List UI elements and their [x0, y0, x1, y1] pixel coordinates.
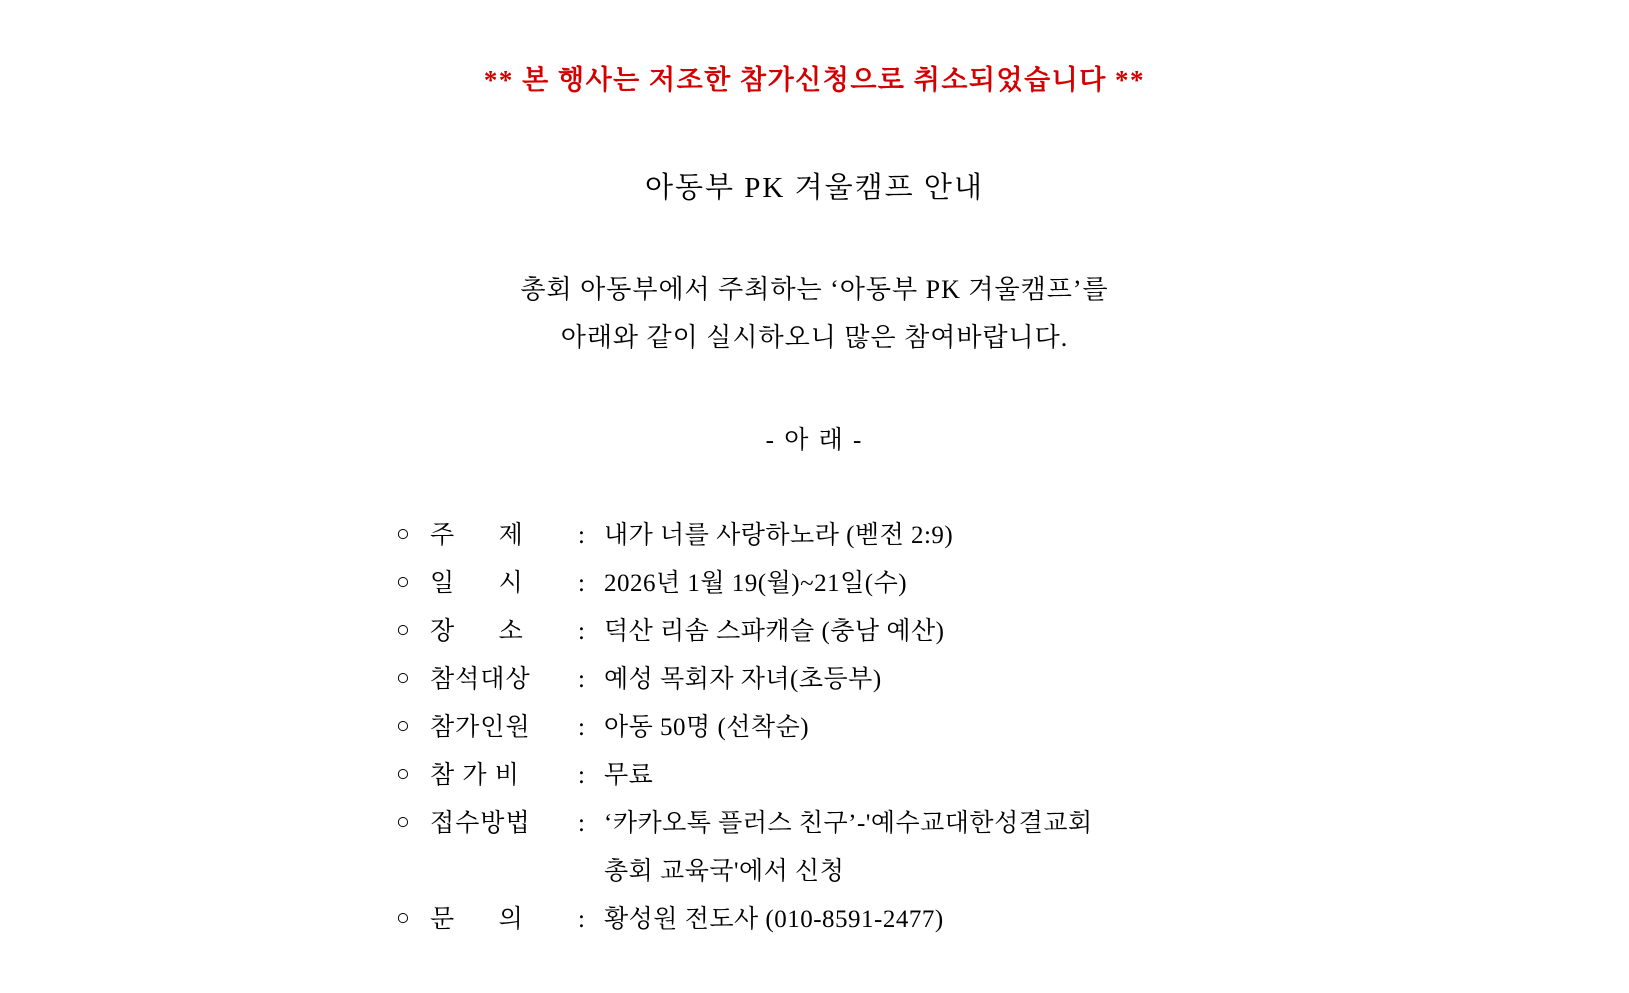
- intro-line-2: 아래와 같이 실시하오니 많은 참여바랍니다.: [560, 323, 1069, 353]
- list-item-colon: :: [578, 522, 585, 550]
- list-item-label: 문 의: [430, 906, 524, 934]
- continuation-spacer: [396, 848, 604, 896]
- list-item-value-continued: 총회 교육국'에서 신청: [604, 858, 845, 886]
- circle-bullet-icon: ○: [396, 809, 410, 835]
- below-marker: - 아 래 -: [765, 427, 864, 455]
- intro-paragraph: [0, 266, 1629, 362]
- page-title: 아동부 PK 겨울캠프 안내: [645, 172, 984, 204]
- list-item: [396, 512, 1629, 560]
- list-item-label: 일 시: [430, 570, 524, 598]
- list-item: [396, 704, 1629, 752]
- list-item-label: 참가인원: [430, 714, 531, 742]
- list-item-label: 주 제: [430, 522, 524, 550]
- list-item-value: 아동 50명 (선착순): [604, 714, 810, 742]
- list-item-colon: :: [578, 810, 585, 838]
- circle-bullet-icon: ○: [396, 617, 410, 643]
- list-item-continuation: [396, 848, 1629, 896]
- circle-bullet-icon: ○: [396, 761, 410, 787]
- list-item-colon: :: [578, 762, 585, 790]
- circle-bullet-icon: ○: [396, 569, 410, 595]
- list-item-label: 참석대상: [430, 666, 531, 694]
- list-item-label: 참 가 비: [430, 762, 520, 790]
- list-item-value: 예성 목회자 자녀(초등부): [604, 666, 882, 694]
- list-item: [396, 560, 1629, 608]
- list-item-colon: :: [578, 570, 585, 598]
- list-item: [396, 656, 1629, 704]
- list-item-colon: :: [578, 618, 585, 646]
- cancellation-notice: ** 본 행사는 저조한 참가신청으로 취소되었습니다 **: [483, 65, 1146, 95]
- list-item-value: ‘카카오톡 플러스 친구’-'예수교대한성결교회: [604, 810, 1093, 838]
- list-item-value: 덕산 리솜 스파캐슬 (충남 예산): [604, 618, 945, 646]
- circle-bullet-icon: ○: [396, 665, 410, 691]
- circle-bullet-icon: ○: [396, 521, 410, 547]
- list-item-colon: :: [578, 714, 585, 742]
- list-item-colon: :: [578, 906, 585, 934]
- list-item-value: 황성원 전도사 (010-8591-2477): [604, 906, 944, 934]
- list-item-value: 내가 너를 사랑하노라 (벧전 2:9): [604, 522, 954, 550]
- list-item: [396, 608, 1629, 656]
- list-item-label: 장 소: [430, 618, 524, 646]
- intro-line-1: 총회 아동부에서 주최하는 ‘아동부 PK 겨울캠프’를: [520, 275, 1109, 304]
- circle-bullet-icon: ○: [396, 905, 410, 931]
- list-item-colon: :: [578, 666, 585, 694]
- list-item: [396, 800, 1629, 848]
- list-item-value: 2026년 1월 19(월)~21일(수): [604, 570, 908, 598]
- list-item-label: 접수방법: [430, 810, 531, 838]
- list-item: [396, 752, 1629, 800]
- list-item: [396, 896, 1629, 944]
- circle-bullet-icon: ○: [396, 713, 410, 739]
- list-item-value: 무료: [604, 762, 654, 790]
- details-list: [0, 512, 1629, 944]
